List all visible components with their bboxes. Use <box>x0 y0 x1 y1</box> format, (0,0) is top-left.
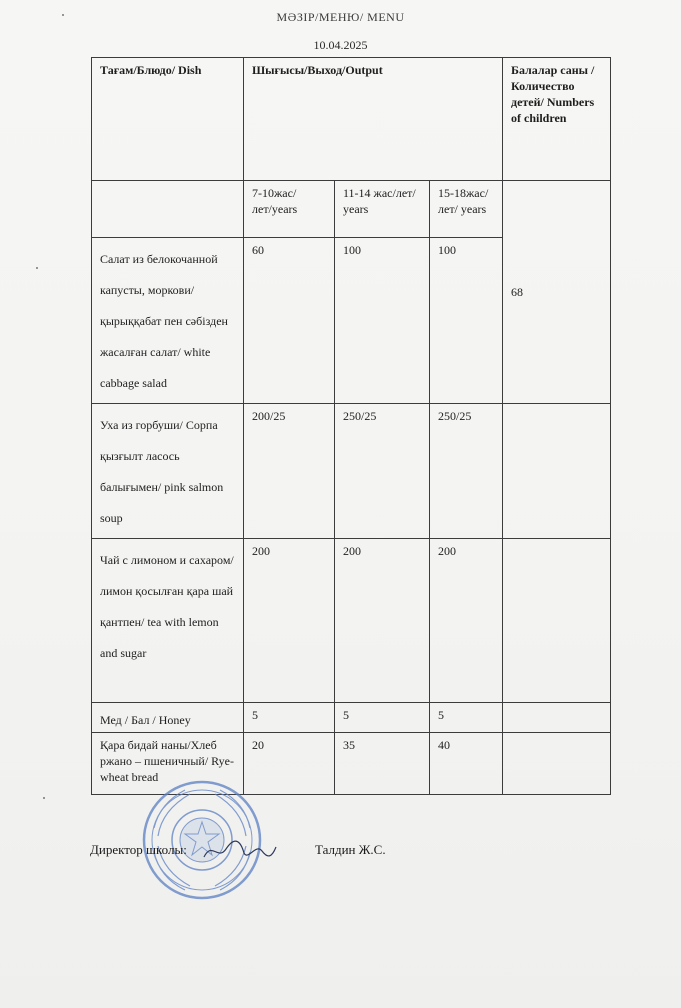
output-value: 35 <box>335 733 430 795</box>
children-count-value: 68 <box>503 181 611 404</box>
output-value: 5 <box>244 703 335 733</box>
director-name: Талдин Ж.С. <box>315 842 386 857</box>
dish-name: Мед / Бал / Honey <box>92 703 244 733</box>
dish-column-header: Тағам/Блюдо/ Dish <box>92 58 244 181</box>
empty-cell <box>503 404 611 539</box>
output-value: 250/25 <box>430 404 503 539</box>
empty-cell <box>92 181 244 238</box>
dish-name: Қара бидай наны/Хлеб ржано – пшеничный/ Rye-wheat bread <box>92 733 244 795</box>
children-count-header: Балалар саны /Количество детей/ Numbers of children <box>503 58 611 181</box>
menu-title: МӘЗІР/МЕНЮ/ MENU <box>276 10 405 24</box>
table-row <box>92 404 611 539</box>
output-value: 20 <box>244 733 335 795</box>
output-value: 5 <box>335 703 430 733</box>
output-value: 200/25 <box>244 404 335 539</box>
output-value: 40 <box>430 733 503 795</box>
paper-speck <box>36 267 38 269</box>
output-value: 200 <box>335 539 430 703</box>
table-row <box>92 539 611 703</box>
empty-cell <box>503 733 611 795</box>
empty-cell <box>503 539 611 703</box>
director-signature <box>200 835 280 865</box>
menu-date: 10.04.2025 <box>313 38 368 52</box>
empty-cell <box>503 703 611 733</box>
output-value: 200 <box>430 539 503 703</box>
dish-name: Чай с лимоном и сахаром/ лимон қосылған қара шай қантпен/ tea with lemon and sugar <box>92 539 244 703</box>
table-row <box>92 703 611 733</box>
output-value: 100 <box>335 238 430 404</box>
output-value: 250/25 <box>335 404 430 539</box>
age-group-11-14: 11-14 жас/лет/ years <box>335 181 430 238</box>
output-value: 100 <box>430 238 503 404</box>
output-column-header: Шығысы/Выход/Output <box>244 58 503 181</box>
dish-name: Салат из белокочанной капусты, моркови/ қырыққабат пен сәбізден жасалған салат/ white cabbage salad <box>92 238 244 404</box>
table-header-row <box>92 58 611 181</box>
menu-table <box>91 57 611 795</box>
age-group-row <box>92 181 611 238</box>
output-value: 60 <box>244 238 335 404</box>
paper-speck <box>43 797 45 799</box>
output-value: 200 <box>244 539 335 703</box>
age-group-7-10: 7-10жас/лет/years <box>244 181 335 238</box>
director-label: Директор школы: <box>90 842 187 857</box>
dish-name: Уха из горбуши/ Сорпа қызғылт ласось балығымен/ pink salmon soup <box>92 404 244 539</box>
output-value: 5 <box>430 703 503 733</box>
age-group-15-18: 15-18жас/лет/ years <box>430 181 503 238</box>
